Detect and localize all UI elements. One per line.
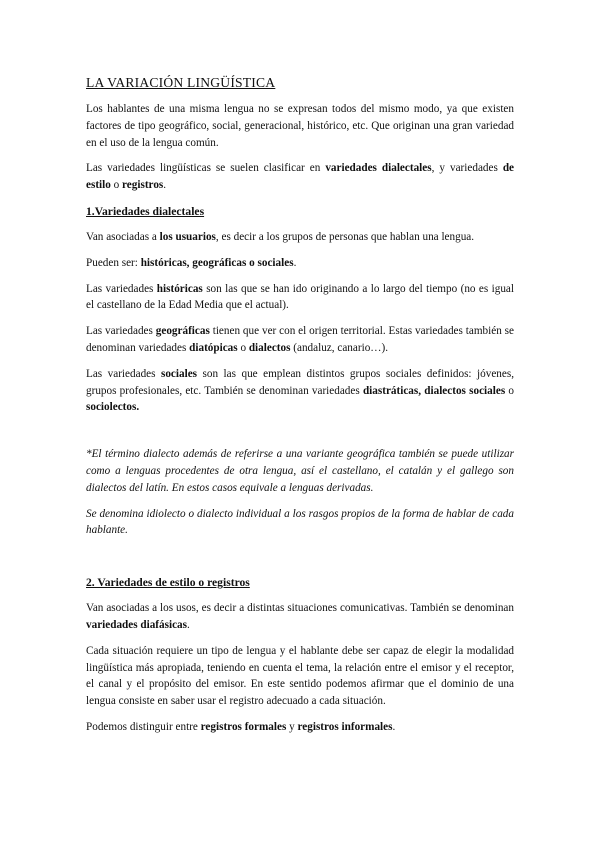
section-heading-dialectales: 1.Variedades dialectales (86, 204, 205, 218)
registros-definition: Van asociadas a los usos, es decir a distintas situaciones comunicativas. También se denominan variedades diafásicas. (86, 602, 514, 631)
historicas-paragraph: Las variedades históricas son las que se han ido originando a lo largo del tiempo (no es igual el castellano de la Edad Media que el actual). (86, 282, 515, 312)
document-body (86, 74, 514, 736)
sociales-paragraph: Las variedades sociales son las que emplean distintos grupos sociales definidos: jóvenes, grupos profesionales, etc. También se denominan variedades diastráticas, dialectos sociales o sociolectos. (86, 367, 515, 414)
dialectales-definition: Van asociadas a los usuarios, es decir a los grupos de personas que hablan una lengua. (86, 230, 475, 243)
situacion-paragraph: Cada situación requiere un tipo de lengua y el hablante debe ser capaz de elegir la modalidad lingüística más apropiada, teniendo en cuenta el tema, la relación entre el emisor y el receptor, el canal y el propósito del emisor. En este sentido podemos afirmar que el dominio de una lengua consiste en saber usar el registro adecuado a cada situación. (86, 644, 514, 708)
section-heading-registros: 2. Variedades de estilo o registros (86, 576, 250, 590)
page-title: LA VARIACIÓN LINGÜÍSTICA (86, 75, 276, 90)
geograficas-paragraph: Las variedades geográficas tienen que ver con el origen territorial. Estas variedades también se denominan variedades diatópicas o dialectos (andaluz, canario…). (86, 325, 514, 354)
intro-paragraph: Los hablantes de una misma lengua no se expresan todos del mismo modo, ya que existen factores de tipo geográfico, social, generacional, histórico, etc. Que originan una gran variedad en el uso de la lengua común. (86, 103, 514, 149)
registros-types: Podemos distinguir entre registros formales y registros informales. (86, 720, 396, 733)
dialectales-types: Pueden ser: históricas, geográficas o sociales. (86, 256, 297, 269)
dialecto-note: *El término dialecto además de referirse a una variante geográfica también se puede utilizar como a lenguas procedentes de otra lengua, así el castellano, el catalán y el gallego son dialectos del latín. En estos casos equivale a lenguas derivadas. (86, 448, 514, 494)
idiolecto-note: Se denomina idiolecto o dialecto individual a los rasgos propios de la forma de hablar de cada hablante. (86, 507, 514, 537)
classification-paragraph: Las variedades lingüísticas se suelen clasificar en variedades dialectales, y variedades de estilo o registros. (86, 162, 514, 192)
